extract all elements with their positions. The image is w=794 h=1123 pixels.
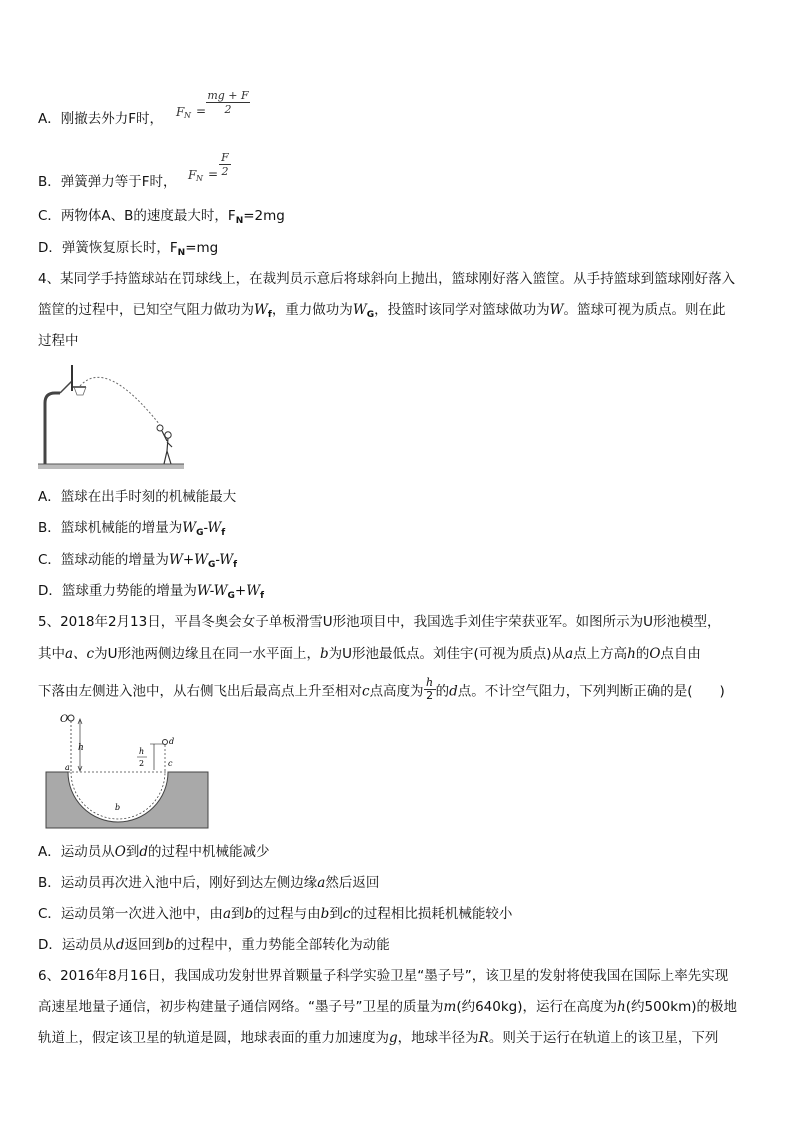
- var: a: [222, 906, 231, 922]
- var: O: [114, 844, 126, 860]
- point-o: [68, 715, 74, 721]
- q5-option-c: [38, 905, 512, 923]
- q3-option-c-text: C．两物体A、B的速度最大时，F: [38, 208, 236, 224]
- formula-lhs: F: [176, 105, 185, 119]
- text: 的: [635, 646, 650, 662]
- var-w: W: [352, 302, 367, 318]
- text: 为U形池最低点。刘佳宇(可视为质点)从: [328, 646, 566, 662]
- text: 点高度为: [369, 683, 424, 700]
- basketball: [157, 425, 163, 431]
- formula-eq: =: [196, 104, 207, 118]
- var: c: [362, 683, 370, 700]
- text: 高速星地量子通信，初步构建量子通信网络。“墨子号”卫星的质量为: [38, 999, 444, 1015]
- q3-option-b-text: B．弹簧弹力等于F时，: [38, 174, 177, 190]
- fraction-h-over-2: [424, 677, 436, 702]
- text: 轨道上，假定该卫星的轨道是圆，地球表面的重力加速度为: [38, 1030, 389, 1046]
- subscript: N: [235, 216, 244, 226]
- frac-num: F: [221, 151, 229, 164]
- subscript: G: [208, 560, 216, 570]
- text: 的: [435, 683, 450, 700]
- expr: W-W: [196, 583, 228, 599]
- text: 然后返回: [325, 875, 380, 891]
- expr: W: [182, 520, 197, 536]
- var: a: [317, 875, 326, 891]
- text: (约500km)的极地: [625, 999, 737, 1015]
- subscript: f: [267, 310, 272, 320]
- expr: -W: [203, 520, 222, 536]
- text: 点自由: [660, 646, 701, 662]
- hoop-arm: [60, 381, 72, 393]
- frac-den: 2: [224, 103, 232, 116]
- text: 其中: [38, 646, 65, 662]
- text: C．篮球动能的增量为: [38, 552, 169, 568]
- subscript: f: [233, 560, 238, 570]
- formula-fraction: [206, 89, 250, 116]
- frac-den: 2: [426, 689, 434, 702]
- q4-line3-text: 过程中: [38, 333, 79, 349]
- formula-sub: N: [184, 111, 191, 120]
- q4-stem-line1: [38, 270, 735, 288]
- q4-option-c: [38, 551, 237, 574]
- label-h: h: [78, 743, 84, 753]
- text: B．运动员再次进入池中后，刚好到达左侧边缘: [38, 875, 318, 891]
- label-c: c: [168, 759, 173, 768]
- ball-trajectory: [80, 377, 160, 425]
- text: 到: [125, 844, 140, 860]
- var: b: [165, 937, 174, 953]
- text: 返回到: [124, 937, 166, 953]
- text: 篮筐的过程中，已知空气阻力做功为: [38, 302, 254, 318]
- u-pool-block: [46, 772, 208, 828]
- q5-stem-line3: [38, 676, 725, 704]
- text: A．运动员从: [38, 844, 115, 860]
- text: B．篮球机械能的增量为: [38, 520, 183, 536]
- hoop-pole: [45, 393, 60, 464]
- q4-stem-line3: [38, 332, 79, 350]
- var: h: [617, 999, 626, 1015]
- var: b: [244, 906, 254, 922]
- q4-option-a: [38, 488, 236, 506]
- q3-option-d-text: D．弹簧恢复原长时，F: [38, 240, 178, 256]
- text: 到: [329, 906, 343, 922]
- q3-option-b: [38, 173, 177, 191]
- formula-lhs: F: [188, 168, 197, 182]
- var: a、c: [65, 646, 95, 662]
- formula-eq: =: [208, 167, 219, 181]
- text: 到: [231, 906, 245, 922]
- q6-stem-line3: [38, 1029, 718, 1047]
- var: b: [320, 646, 329, 662]
- text: 点。不计空气阻力，下列判断正确的是( ): [457, 683, 725, 700]
- formula-sub: N: [196, 174, 203, 183]
- var: c: [342, 906, 351, 922]
- subscript: G: [366, 310, 375, 320]
- var: d: [139, 844, 148, 860]
- var: R: [478, 1030, 489, 1046]
- q6-stem-line1: [38, 967, 728, 985]
- text: ，地球半径为: [397, 1030, 479, 1046]
- hoop-net: [74, 387, 86, 395]
- basketball-figure: [36, 365, 186, 473]
- q5-line1-text: 5、2018年2月13日，平昌冬奥会女子单板滑雪U形池项目中，我国选手刘佳宇荣获亚军。如图所示为U形池模型，: [38, 614, 721, 630]
- frac-num: h: [424, 677, 436, 690]
- text: 的过程中机械能减少: [147, 844, 270, 860]
- subscript: f: [221, 528, 226, 538]
- frac-den: 2: [221, 165, 229, 178]
- text: 为U形池两侧边缘且在同一水平面上，: [94, 646, 320, 662]
- var-w: W: [549, 302, 564, 318]
- player-body: [162, 431, 172, 464]
- label-a: a: [65, 763, 70, 772]
- q4-line1-text: 4、某同学手持篮球站在罚球线上，在裁判员示意后将球斜向上抛出，篮球刚好落入篮筐。从手持篮球到篮球刚好落入: [38, 271, 736, 287]
- q5-option-d: [38, 936, 390, 954]
- text: ，投篮时该同学对篮球做功为: [374, 302, 550, 318]
- label-o: O: [60, 714, 69, 725]
- q3-option-d: [38, 239, 218, 262]
- q3-option-c: [38, 207, 285, 230]
- subscript: N: [177, 248, 186, 258]
- var: d: [115, 937, 125, 953]
- text: 。则关于运行在轨道上的该卫星，下列: [488, 1030, 719, 1046]
- var-w: W: [254, 302, 268, 318]
- q4-option-b: [38, 519, 225, 542]
- text: 。篮球可视为质点。则在此: [563, 302, 726, 318]
- formula-fraction: [219, 151, 231, 178]
- q6-stem-line2: [38, 998, 737, 1016]
- subscript: G: [196, 528, 204, 538]
- subscript: G: [227, 591, 235, 601]
- u-pool-figure: [44, 708, 214, 830]
- var: b: [320, 906, 330, 922]
- q4-stem-line2: [38, 301, 725, 324]
- label-b: b: [115, 803, 121, 812]
- q5-option-b: [38, 874, 379, 892]
- q5-stem-line2: [38, 645, 701, 663]
- q4-option-d: [38, 582, 264, 605]
- text: 点上方高: [573, 646, 628, 662]
- expr: W+W: [168, 552, 209, 568]
- q3-option-d-text-post: =mg: [185, 240, 219, 256]
- var: a: [565, 646, 574, 662]
- q3-option-a: [38, 110, 163, 128]
- text: ，重力做功为: [271, 302, 353, 318]
- var: d: [449, 683, 458, 700]
- q4-option-a-text: A．篮球在出手时刻的机械能最大: [38, 489, 237, 505]
- var: h: [627, 646, 636, 662]
- var: m: [443, 999, 457, 1015]
- q5-option-a: [38, 843, 269, 861]
- text: (约640kg)，运行在高度为: [456, 999, 618, 1015]
- label-h2-num: h: [139, 747, 145, 756]
- var: g: [389, 1030, 398, 1046]
- q5-stem-line1: [38, 613, 720, 631]
- text: 的过程相比损耗机械能较小: [350, 906, 513, 922]
- q3-option-c-text-post: =2mg: [243, 208, 285, 224]
- text: 的过程与由: [253, 906, 321, 922]
- text: D．运动员从: [38, 937, 116, 953]
- text: 下落由左侧进入池中，从右侧飞出后最高点上升至相对: [38, 683, 362, 700]
- label-h2-den: 2: [139, 759, 145, 768]
- expr: -W: [215, 552, 234, 568]
- ground: [38, 464, 184, 469]
- frac-num: mg + F: [207, 89, 249, 102]
- q6-line1-text: 6、2016年8月16日，我国成功发射世界首颗量子科学实验卫星“墨子号”，该卫星的发射将使我国在国际上率先实现: [38, 968, 729, 984]
- q3-option-a-text: A．刚撤去外力F时，: [38, 111, 163, 127]
- subscript: f: [260, 591, 264, 601]
- text: 的过程中，重力势能全部转化为动能: [173, 937, 390, 953]
- text: D．篮球重力势能的增量为: [38, 583, 197, 599]
- expr: +W: [234, 583, 261, 599]
- label-d: d: [169, 737, 175, 746]
- var: O: [649, 646, 661, 662]
- text: C．运动员第一次进入池中，由: [38, 906, 223, 922]
